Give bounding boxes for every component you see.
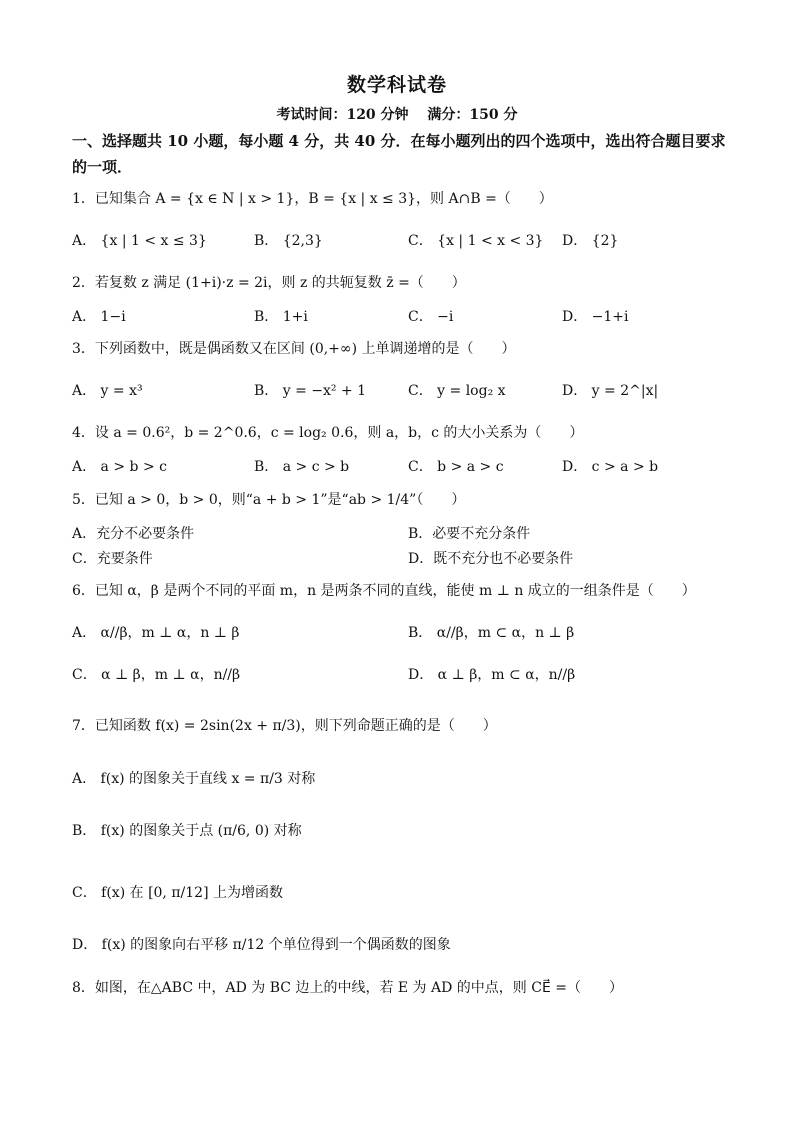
question-6-stem: 6．已知 α，β 是两个不同的平面 m，n 是两条不同的直线，能使 m ⊥ n 成立的一组条件是（ ） xyxy=(72,583,696,599)
question-4-option-d: D． c > a > b xyxy=(562,459,659,475)
question-4-option-b: B． a > c > b xyxy=(254,459,350,475)
question-8-stem: 8．如图，在△ABC 中，AD 为 BC 边上的中线，若 E 为 AD 的中点，则 CE⃗ =（ ） xyxy=(72,980,623,996)
question-7-option-b: B． f(x) 的图象关于点 (π/6, 0) 对称 xyxy=(72,823,302,839)
question-3-option-b: B． y = −x² + 1 xyxy=(254,383,367,399)
question-2-option-a: A． 1−i xyxy=(72,309,126,325)
question-4-stem: 4．设 a = 0.6²，b = 2^0.6，c = log₂ 0.6，则 a，b，c 的大小关系为（ ） xyxy=(72,425,584,441)
question-3-stem: 3．下列函数中，既是偶函数又在区间 (0,+∞) 上单调递增的是（ ） xyxy=(72,341,516,357)
section-heading: 一、选择题共 10 小题，每小题 4 分，共 40 分．在每小题列出的四个选项中，选出符合题目要求的一项． xyxy=(72,132,726,176)
question-5-option-d: D．既不充分也不必要条件 xyxy=(408,551,574,567)
question-6-option-c: C． α ⊥ β，m ⊥ α，n//β xyxy=(72,667,241,683)
question-3-option-c: C． y = log₂ x xyxy=(408,383,506,399)
exam-info: 考试时间：120 分钟 满分：150 分 xyxy=(276,107,518,123)
question-2-option-d: D． −1+i xyxy=(562,309,629,325)
question-2-stem: 2．若复数 z 满足 (1+i)·z = 2i，则 z 的共轭复数 z̄ =（ ） xyxy=(72,275,466,291)
question-7-option-d: D． f(x) 的图象向右平移 π/12 个单位得到一个偶函数的图象 xyxy=(72,937,451,953)
question-7-stem: 7．已知函数 f(x) = 2sin(2x + π/3)，则下列命题正确的是（ ） xyxy=(72,718,497,734)
question-1-option-c: C． {x | 1 < x < 3} xyxy=(408,233,544,249)
question-4-option-c: C． b > a > c xyxy=(408,459,504,475)
page-title: 数学科试卷 xyxy=(346,74,447,96)
question-4-option-a: A． a > b > c xyxy=(72,459,167,475)
question-6-option-d: D． α ⊥ β，m ⊂ α，n//β xyxy=(408,667,576,683)
question-2-option-c: C． −i xyxy=(408,309,454,325)
question-2-option-b: B． 1+i xyxy=(254,309,308,325)
question-5-option-a: A．充分不必要条件 xyxy=(72,526,195,542)
question-6-option-b: B． α//β，m ⊂ α，n ⊥ β xyxy=(408,625,575,641)
question-6-option-a: A． α//β，m ⊥ α，n ⊥ β xyxy=(72,625,240,641)
question-3-option-a: A． y = x³ xyxy=(72,383,143,399)
question-1-option-d: D． {2} xyxy=(562,233,619,249)
question-7-option-a: A． f(x) 的图象关于直线 x = π/3 对称 xyxy=(72,771,316,787)
question-1-stem: 1．已知集合 A = {x ∈ N | x > 1}，B = {x | x ≤ 3}，则 A∩B =（ ） xyxy=(72,191,553,207)
question-5-stem: 5．已知 a > 0，b > 0，则“a + b > 1”是“ab > 1/4”（ ） xyxy=(72,492,466,508)
question-7-option-c: C． f(x) 在 [0, π/12] 上为增函数 xyxy=(72,885,283,901)
question-3-option-d: D． y = 2^|x| xyxy=(562,383,659,399)
question-1-option-b: B． {2,3} xyxy=(254,233,323,249)
question-1-option-a: A． {x | 1 < x ≤ 3} xyxy=(72,233,207,249)
question-5-option-b: B．必要不充分条件 xyxy=(408,526,531,542)
question-5-option-c: C．充要条件 xyxy=(72,551,153,567)
